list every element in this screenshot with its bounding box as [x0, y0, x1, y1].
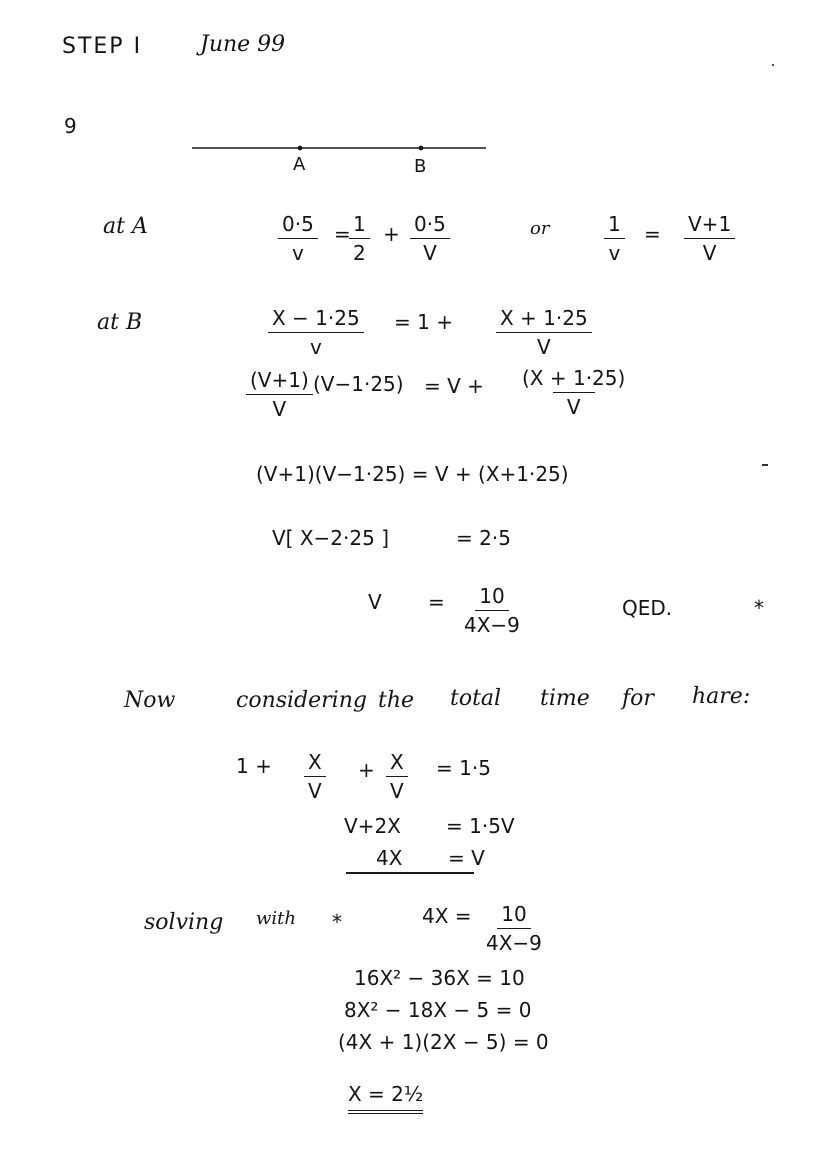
fraction-denominator: 4X−9 [464, 613, 520, 637]
total-line2-lhs: V+2X [344, 814, 401, 838]
page-date: June 99 [200, 32, 286, 57]
at-b-line1-lhs [268, 306, 364, 359]
fraction-denominator: v [291, 241, 304, 265]
total-line3-lhs: 4X [376, 846, 403, 870]
fraction-denominator: V [308, 779, 322, 803]
page-title: STEP I [62, 34, 143, 59]
line-diagram [190, 138, 490, 178]
intro-word: for [622, 686, 654, 711]
fraction-denominator: 2 [353, 241, 366, 265]
at-b-line1-rhs [496, 306, 592, 359]
qed-mark: QED. [622, 596, 673, 620]
fraction-numerator: 0·5 [278, 212, 318, 239]
at-b-line1-middle: = 1 + [394, 310, 453, 334]
fraction-numerator: 0·5 [410, 212, 450, 239]
at-a-half-fraction [349, 212, 370, 265]
at-a-label: at A [103, 214, 148, 239]
intro-word: Now [124, 688, 176, 713]
fraction-denominator: V [272, 397, 287, 421]
fraction-numerator: X − 1·25 [268, 306, 364, 333]
plus-sign: + [358, 758, 375, 782]
total-line1-one: 1 + [236, 754, 272, 778]
total-line1-frac-a [304, 750, 326, 803]
intro-word: time [540, 686, 590, 711]
at-b-line5-fraction [460, 584, 524, 637]
fraction-numerator: 1 [349, 212, 370, 239]
fraction-denominator: V [702, 241, 717, 265]
at-b-line4-rhs: = 2·5 [456, 526, 511, 550]
fraction-numerator: (X + 1·25) [522, 366, 626, 390]
solve-line1-lhs: 4X = [422, 904, 472, 928]
total-line3-rhs: = V [448, 846, 485, 870]
fraction-numerator: (V+1) [246, 368, 313, 395]
at-b-line5-lhs: V [368, 590, 382, 614]
at-b-line2-rhs-fraction [518, 366, 629, 419]
at-a-result-rhs [684, 212, 735, 265]
equals-sign: = [334, 222, 351, 246]
ink-speck [762, 464, 768, 466]
result-underline [346, 872, 474, 874]
fraction-denominator: V [537, 335, 551, 359]
star-marker: * [332, 910, 342, 934]
star-marker: * [754, 596, 764, 620]
at-a-rhs-fraction [410, 212, 450, 265]
at-a-result-lhs [604, 212, 625, 265]
fraction-numerator: X + 1·25 [496, 306, 592, 333]
solve-line2: 16X² − 36X = 10 [354, 966, 525, 990]
intro-word: the [378, 688, 415, 713]
fraction-denominator: V [390, 779, 404, 803]
at-b-line4-lhs: V[ X−2·25 ] [272, 526, 389, 550]
at-b-line3: (V+1)(V−1·25) = V + (X+1·25) [256, 462, 569, 486]
ink-speck [772, 64, 774, 66]
fraction-numerator: V+1 [684, 212, 735, 239]
at-b-line2-lhs-fraction [246, 368, 313, 421]
plus-sign: + [383, 222, 400, 246]
point-b-label: B [414, 156, 427, 177]
solve-line4: (4X + 1)(2X − 5) = 0 [338, 1030, 549, 1054]
solve-line3: 8X² − 18X − 5 = 0 [344, 998, 532, 1022]
point-a-label: A [293, 154, 306, 175]
with-word: with [256, 908, 296, 929]
fraction-numerator: 10 [475, 584, 508, 611]
at-b-line2-middle: = V + [424, 374, 484, 398]
at-b-label: at B [97, 310, 143, 335]
fraction-numerator: 1 [604, 212, 625, 239]
intro-word: total [450, 686, 502, 711]
or-word: or [530, 218, 550, 239]
point-a-dot [298, 146, 303, 151]
fraction-numerator: X [304, 750, 326, 777]
point-b-dot [419, 146, 424, 151]
fraction-denominator: v [309, 335, 322, 359]
fraction-denominator: V [553, 392, 595, 419]
fraction-numerator: 10 [497, 902, 530, 929]
fraction-denominator: 4X−9 [486, 931, 542, 955]
total-line1-frac-b [386, 750, 408, 803]
total-line1-rhs: = 1·5 [436, 756, 491, 780]
fraction-denominator: v [608, 241, 621, 265]
fraction-denominator: V [423, 241, 437, 265]
question-number: 9 [64, 114, 77, 138]
total-line2-rhs: = 1·5V [446, 814, 515, 838]
solve-line1-fraction [482, 902, 546, 955]
intro-word: considering [236, 688, 367, 713]
equals-sign: = [644, 222, 661, 246]
intro-word: hare: [692, 684, 751, 709]
equals-sign: = [428, 590, 445, 614]
final-answer: X = 2½ [348, 1082, 423, 1114]
at-b-line2-lhs-rest: (V−1·25) [313, 372, 404, 396]
at-a-lhs-fraction [278, 212, 318, 265]
total-line3-row [348, 846, 496, 870]
solving-label: solving [144, 910, 224, 935]
fraction-numerator: X [386, 750, 408, 777]
